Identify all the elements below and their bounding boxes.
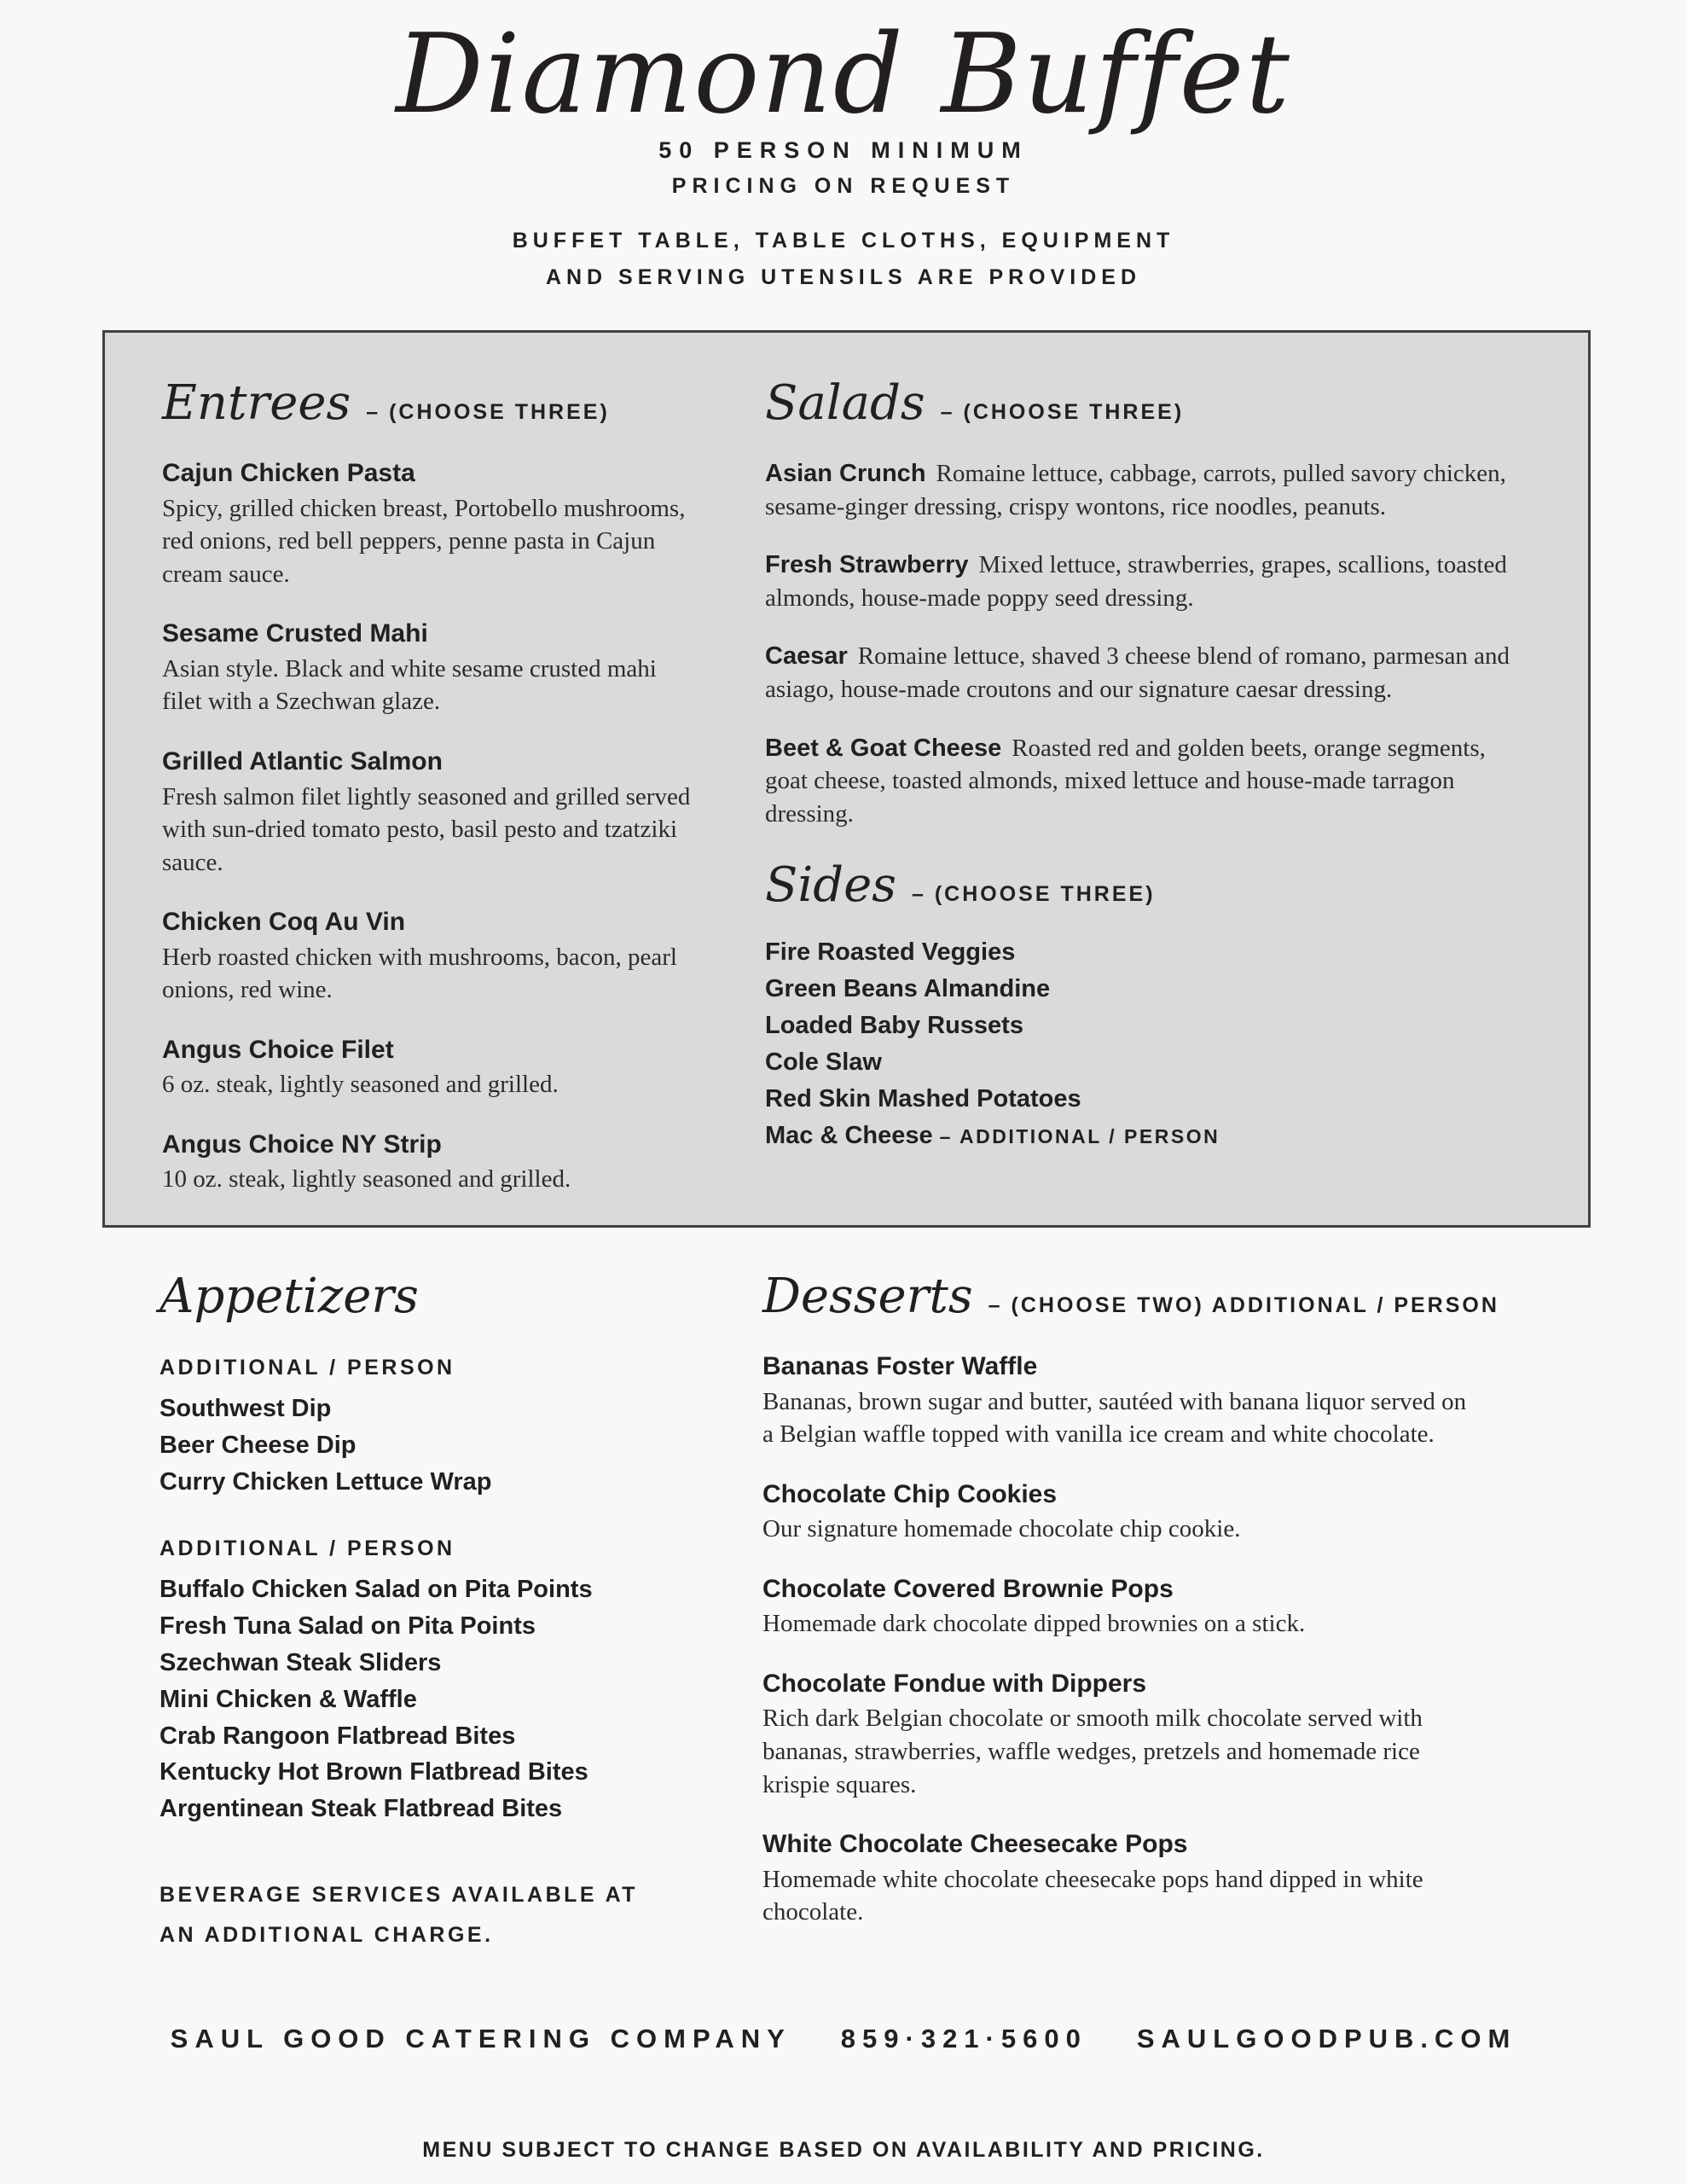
main-menu-panel: [102, 330, 1591, 1228]
lower-menu-area: [102, 1267, 1591, 1956]
menu-item: Argentinean Steak Flatbread Bites: [159, 1795, 563, 1823]
desserts-choose-label: – (CHOOSE TWO) ADDITIONAL / PERSON: [988, 1293, 1499, 1318]
desserts-heading: [762, 1267, 1533, 1327]
menu-item-description: Herb roasted chicken with mushrooms, bacon, pearl onions, red wine.: [162, 943, 677, 1004]
menu-item: [765, 457, 1531, 523]
menu-item-name: Fresh Strawberry: [765, 551, 969, 579]
desserts-column: [762, 1267, 1533, 1956]
menu-item-description: 6 oz. steak, lightly seasoned and grilled.: [162, 1071, 559, 1099]
menu-item: [765, 1008, 1531, 1044]
menu-item-description: Roasted red and golden beets, orange segments, goat cheese, toasted almonds, mixed lettuce and house-made tarragon dressing.: [765, 734, 1486, 828]
menu-item: [762, 1350, 1483, 1451]
pricing-note: PRICING ON REQUEST: [671, 174, 1016, 199]
desserts-list: [762, 1350, 1483, 1929]
menu-item-name: Mac & Cheese: [765, 1121, 933, 1149]
menu-item-name: Angus Choice NY Strip: [162, 1130, 442, 1159]
menu-item: [762, 1573, 1483, 1641]
menu-item-name: Asian Crunch: [765, 460, 926, 488]
menu-item: [762, 1668, 1483, 1801]
menu-item-name: Loaded Baby Russets: [765, 1012, 1023, 1040]
menu-item-name: White Chocolate Cheesecake Pops: [762, 1830, 1188, 1859]
menu-item-name: Chocolate Fondue with Dippers: [762, 1669, 1147, 1698]
menu-item-description: Rich dark Belgian chocolate or smooth milk chocolate served with bananas, strawberries, waffle wedges, pretzels and homemade rice krispie squares.: [762, 1705, 1423, 1798]
menu-item-name: Chicken Coq Au Vin: [162, 908, 406, 937]
menu-item: [162, 1129, 691, 1196]
appetizers-column: [159, 1267, 688, 1956]
desserts-heading-script: Desserts: [762, 1269, 973, 1325]
menu-item: [762, 1828, 1483, 1929]
menu-item-suffix: – ADDITIONAL / PERSON: [939, 1124, 1220, 1147]
provided-note: [0, 223, 1687, 296]
menu-item: Southwest Dip: [159, 1395, 332, 1423]
appetizers-group2-label: ADDITIONAL / PERSON: [159, 1536, 455, 1560]
entrees-list: [162, 457, 691, 1196]
menu-item: Mini Chicken & Waffle: [159, 1685, 417, 1713]
menu-item: Crab Rangoon Flatbread Bites: [159, 1722, 516, 1750]
menu-item-name: Green Beans Almandine: [765, 975, 1051, 1003]
menu-item-description: Romaine lettuce, cabbage, carrots, pulled savory chicken, sesame-ginger dressing, crispy wontons, rice noodles, peanuts.: [765, 460, 1506, 520]
menu-item-name: Beet & Goat Cheese: [765, 734, 1002, 762]
menu-item-name: Caesar: [765, 642, 848, 671]
menu-item: [162, 1034, 691, 1101]
beverage-services-note: BEVERAGE SERVICES AVAILABLE AT AN ADDITIONAL CHARGE.: [159, 1883, 639, 1947]
menu-item-description: Bananas, brown sugar and butter, sautéed with banana liquor served on a Belgian waffle topped with vanilla ice cream and white chocolate.: [762, 1387, 1467, 1449]
menu-item: [765, 1044, 1531, 1081]
provided-note-line1: BUFFET TABLE, TABLE CLOTHS, EQUIPMENT: [512, 229, 1175, 253]
menu-item: [762, 1478, 1483, 1546]
sides-list: [765, 934, 1531, 1153]
menu-item: Beer Cheese Dip: [159, 1432, 357, 1460]
menu-item-name: Chocolate Chip Cookies: [762, 1479, 1058, 1508]
menu-item-description: Homemade white chocolate cheesecake pops hand dipped in white chocolate.: [762, 1865, 1423, 1926]
menu-item: [765, 732, 1531, 831]
provided-note-line2: AND SERVING UTENSILS ARE PROVIDED: [545, 265, 1142, 290]
menu-disclaimer: MENU SUBJECT TO CHANGE BASED ON AVAILABILITY AND PRICING.: [422, 2138, 1265, 2162]
menu-item: [765, 1081, 1531, 1118]
company-name: SAUL GOOD CATERING COMPANY: [170, 2024, 791, 2053]
entrees-heading-script: Entrees: [162, 375, 351, 432]
phone-number: 859·321·5600: [840, 2024, 1087, 2053]
menu-item-description: Asian style. Black and white sesame crusted mahi filet with a Szechwan glaze.: [162, 654, 657, 716]
menu-item-name: Angus Choice Filet: [162, 1035, 394, 1064]
menu-item-description: Mixed lettuce, strawberries, grapes, scallions, toasted almonds, house-made poppy seed dressing.: [765, 551, 1507, 612]
salads-heading-script: Salads: [765, 375, 925, 432]
person-minimum-note: 50 PERSON MINIMUM: [658, 137, 1029, 164]
salads-choose-label: – (CHOOSE THREE): [940, 400, 1185, 425]
appetizers-group1-list: [159, 1391, 688, 1501]
menu-item: [162, 746, 691, 879]
menu-item-name: Sesame Crusted Mahi: [162, 619, 428, 648]
salads-heading: [765, 374, 1531, 433]
menu-item-description: Spicy, grilled chicken breast, Portobello mushrooms, red onions, red bell peppers, penne pasta in Cajun cream sauce.: [162, 494, 686, 588]
menu-item: [162, 906, 691, 1007]
menu-item: Szechwan Steak Sliders: [159, 1648, 442, 1676]
menu-item: Kentucky Hot Brown Flatbread Bites: [159, 1758, 588, 1786]
menu-item-name: Chocolate Covered Brownie Pops: [762, 1574, 1174, 1603]
entrees-column: [162, 374, 691, 1223]
menu-item: Curry Chicken Lettuce Wrap: [159, 1468, 492, 1496]
menu-item-name: Red Skin Mashed Potatoes: [765, 1084, 1081, 1112]
sides-choose-label: – (CHOOSE THREE): [912, 882, 1156, 907]
menu-item: Fresh Tuna Salad on Pita Points: [159, 1612, 536, 1640]
menu-item: [765, 971, 1531, 1008]
menu-item: Buffalo Chicken Salad on Pita Points: [159, 1575, 593, 1603]
menu-item-name: Cole Slaw: [765, 1048, 882, 1076]
appetizers-group1-label: ADDITIONAL / PERSON: [159, 1356, 455, 1380]
menu-item: [765, 640, 1531, 706]
menu-item-name: Cajun Chicken Pasta: [162, 459, 415, 488]
entrees-heading: [162, 374, 691, 433]
menu-title: Diamond Buffet: [396, 11, 1291, 138]
menu-item-description: Our signature homemade chocolate chip cookie.: [762, 1515, 1241, 1543]
menu-item-name: Bananas Foster Waffle: [762, 1352, 1038, 1381]
salads-sides-column: [765, 374, 1531, 1223]
menu-item-description: Fresh salmon filet lightly seasoned and grilled served with sun-dried tomato pesto, basil pesto and tzatziki sauce.: [162, 782, 691, 876]
menu-header: [0, 0, 1687, 296]
contact-line: [0, 2024, 1687, 2054]
sides-heading-script: Sides: [765, 857, 896, 914]
menu-item-description: 10 oz. steak, lightly seasoned and grilled.: [162, 1165, 571, 1194]
menu-item: [765, 549, 1531, 614]
menu-item: [765, 1118, 1531, 1154]
menu-item-name: Fire Roasted Veggies: [765, 938, 1016, 967]
appetizers-heading: [159, 1267, 688, 1327]
salads-list: [765, 457, 1531, 830]
menu-item: [765, 934, 1531, 971]
menu-item-description: Romaine lettuce, shaved 3 cheese blend of romano, parmesan and asiago, house-made croutons and our signature caesar dressing.: [765, 642, 1510, 703]
menu-item-description: Homemade dark chocolate dipped brownies on a stick.: [762, 1610, 1306, 1638]
entrees-choose-label: – (CHOOSE THREE): [366, 400, 610, 425]
website-url: SAULGOODPUB.COM: [1136, 2024, 1517, 2053]
menu-item-name: Grilled Atlantic Salmon: [162, 747, 443, 775]
sides-heading: [765, 856, 1531, 915]
menu-item: [162, 618, 691, 718]
appetizers-group2-list: [159, 1571, 688, 1827]
menu-item: [162, 457, 691, 590]
appetizers-heading-script: Appetizers: [159, 1269, 419, 1325]
